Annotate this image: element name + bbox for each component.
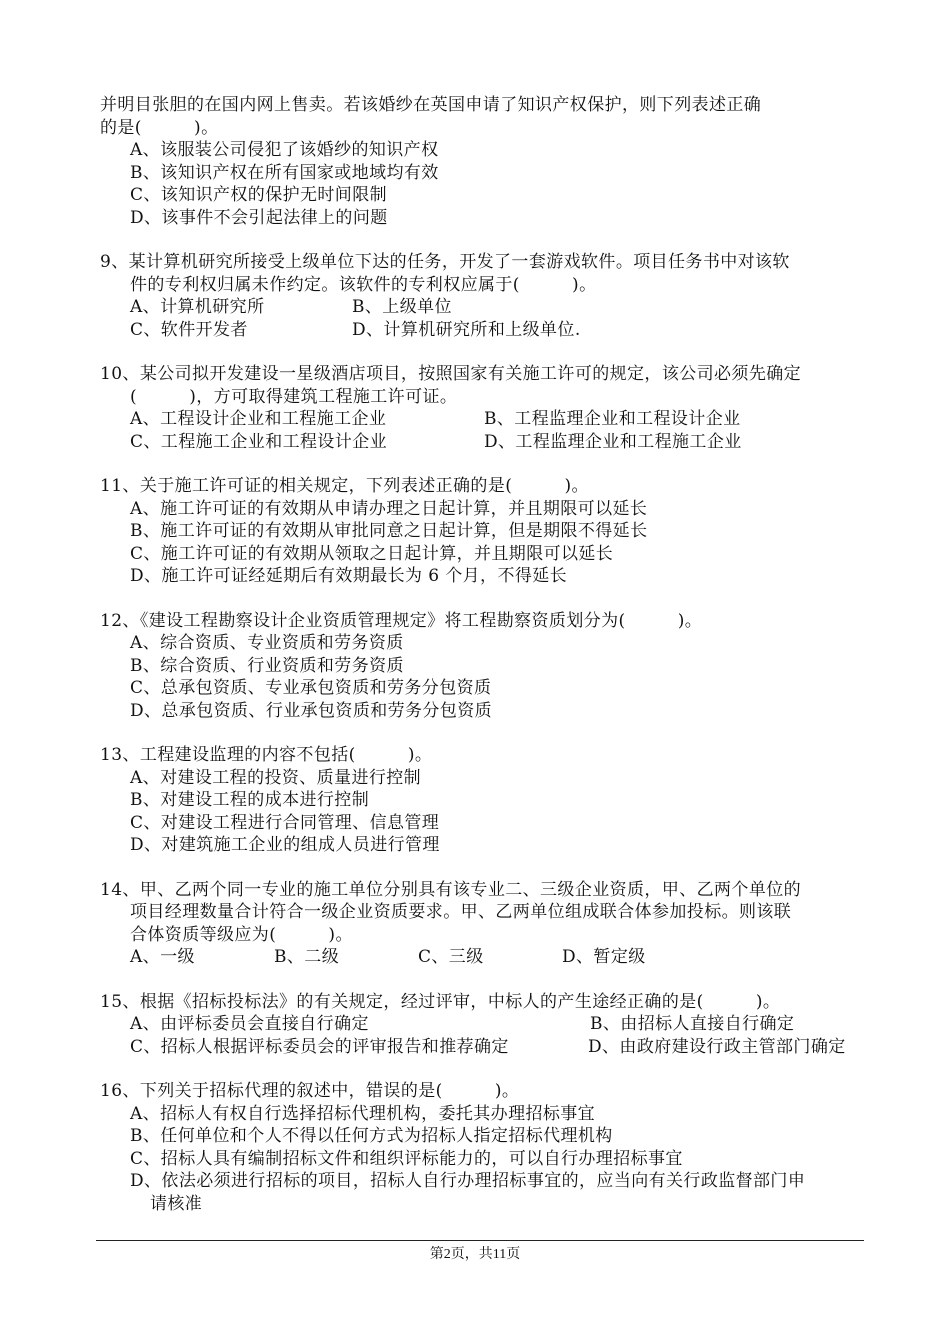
- question-8-continued: [100, 94, 870, 229]
- option-d: D、工程监理企业和工程施工企业: [484, 431, 742, 452]
- question-12: [100, 610, 870, 723]
- option-a: A、由评标委员会直接自行确定: [130, 1014, 369, 1034]
- options-row: [100, 1036, 870, 1059]
- option-b: B、二级: [274, 947, 340, 967]
- question-9: [100, 251, 870, 341]
- option-b: B、上级单位: [352, 297, 452, 317]
- question-text-line: 15、根据《招标投标法》的有关规定，经过评审，中标人的产生途经正确的是( )。: [100, 991, 781, 1012]
- option-d: D、计算机研究所和上级单位.: [352, 319, 581, 340]
- option-c: C、工程施工企业和工程设计企业: [130, 431, 388, 452]
- option-b: B、该知识产权在所有国家或地域均有效: [130, 162, 439, 183]
- option-a: A、工程设计企业和工程施工企业: [130, 409, 387, 429]
- question-text-line: 13、工程建设监理的内容不包括( )。: [100, 745, 433, 765]
- option-c: C、对建设工程进行合同管理、信息管理: [130, 812, 440, 833]
- question-15: [100, 991, 870, 1059]
- question-text-line: 项目经理数量合计符合一级企业资质要求。甲、乙两单位组成联合体参加投标。则该联: [130, 902, 792, 922]
- option-b: B、对建设工程的成本进行控制: [130, 790, 370, 810]
- question-14: [100, 879, 870, 969]
- option-a: A、该服装公司侵犯了该婚纱的知识产权: [130, 140, 439, 160]
- option-a: A、计算机研究所: [130, 297, 265, 317]
- option-a: A、一级: [130, 947, 195, 967]
- option-c: C、招标人具有编制招标文件和组织评标能力的，可以自行办理招标事宜: [130, 1148, 683, 1169]
- option-d: D、暂定级: [562, 947, 646, 967]
- option-c: C、三级: [418, 947, 484, 967]
- option-d: D、对建筑施工企业的组成人员进行管理: [130, 835, 440, 855]
- option-d: D、由政府建设行政主管部门确定: [588, 1036, 846, 1057]
- options-row: [100, 946, 870, 969]
- question-text-line: 并明目张胆的在国内网上售卖。若该婚纱在英国申请了知识产权保护，则下列表述正确: [100, 95, 762, 115]
- option-b: B、综合资质、行业资质和劳务资质: [130, 655, 404, 676]
- option-b: B、工程监理企业和工程设计企业: [484, 409, 741, 429]
- option-a: A、施工许可证的有效期从申请办理之日起计算，并且期限可以延长: [130, 498, 648, 519]
- option-a: A、对建设工程的投资、质量进行控制: [130, 767, 422, 788]
- option-b: B、施工许可证的有效期从审批同意之日起计算，但是期限不得延长: [130, 521, 648, 541]
- question-text-line: 14、甲、乙两个同一专业的施工单位分别具有该专业二、三级企业资质，甲、乙两个单位的: [100, 879, 802, 900]
- option-b: B、由招标人直接自行确定: [590, 1014, 795, 1034]
- option-a: A、综合资质、专业资质和劳务资质: [130, 633, 404, 653]
- option-d: D、依法必须进行招标的项目，招标人自行办理招标事宜的，应当向有关行政监督部门申: [130, 1171, 806, 1191]
- option-d: D、该事件不会引起法律上的问题: [130, 207, 388, 228]
- question-11: [100, 475, 870, 588]
- options-row: [100, 408, 870, 431]
- option-a: A、招标人有权自行选择招标代理机构，委托其办理招标事宜: [130, 1103, 596, 1124]
- option-d-continued: 请核准: [150, 1193, 203, 1214]
- question-16: [100, 1080, 870, 1215]
- question-text-line: 的是( )。: [100, 117, 219, 138]
- options-row: [100, 1013, 870, 1036]
- option-c: C、总承包资质、专业承包资质和劳务分包资质: [130, 678, 492, 698]
- question-text-line: 16、下列关于招标代理的叙述中，错误的是( )。: [100, 1081, 520, 1101]
- question-text-line: 9、某计算机研究所接受上级单位下达的任务，开发了一套游戏软件。项目任务书中对该软: [100, 252, 790, 272]
- option-c: C、软件开发者: [130, 319, 248, 340]
- question-text-line: 10、某公司拟开发建设一星级酒店项目，按照国家有关施工许可的规定，该公司必须先确定: [100, 364, 802, 384]
- option-c: C、施工许可证的有效期从领取之日起计算，并且期限可以延长: [130, 543, 614, 564]
- options-row: [100, 431, 870, 454]
- question-13: [100, 744, 870, 857]
- question-text-line: 件的专利权归属未作约定。该软件的专利权应属于( )。: [130, 274, 597, 295]
- options-row: [100, 319, 870, 342]
- page-content: [100, 94, 870, 1237]
- option-d: D、施工许可证经延期后有效期最长为 6 个月，不得延长: [130, 566, 568, 586]
- option-c: C、招标人根据评标委员会的评审报告和推荐确定: [130, 1036, 509, 1057]
- option-c: C、该知识产权的保护无时间限制: [130, 185, 388, 205]
- question-text-line: ( )，方可取得建筑工程施工许可证。: [130, 386, 458, 407]
- option-d: D、总承包资质、行业承包资质和劳务分包资质: [130, 700, 493, 721]
- question-text-line: 11、关于施工许可证的相关规定，下列表述正确的是( )。: [100, 476, 589, 496]
- question-text-line: 12、《建设工程勘察设计企业资质管理规定》将工程勘察资质划分为( )。: [100, 610, 703, 631]
- footer-divider: [96, 1240, 864, 1241]
- question-10: [100, 363, 870, 453]
- options-row: [100, 296, 870, 319]
- option-b: B、任何单位和个人不得以任何方式为招标人指定招标代理机构: [130, 1126, 613, 1146]
- page-number-footer: 第2页，共11页: [429, 1247, 521, 1262]
- question-text-line: 合体资质等级应为( )。: [130, 924, 353, 945]
